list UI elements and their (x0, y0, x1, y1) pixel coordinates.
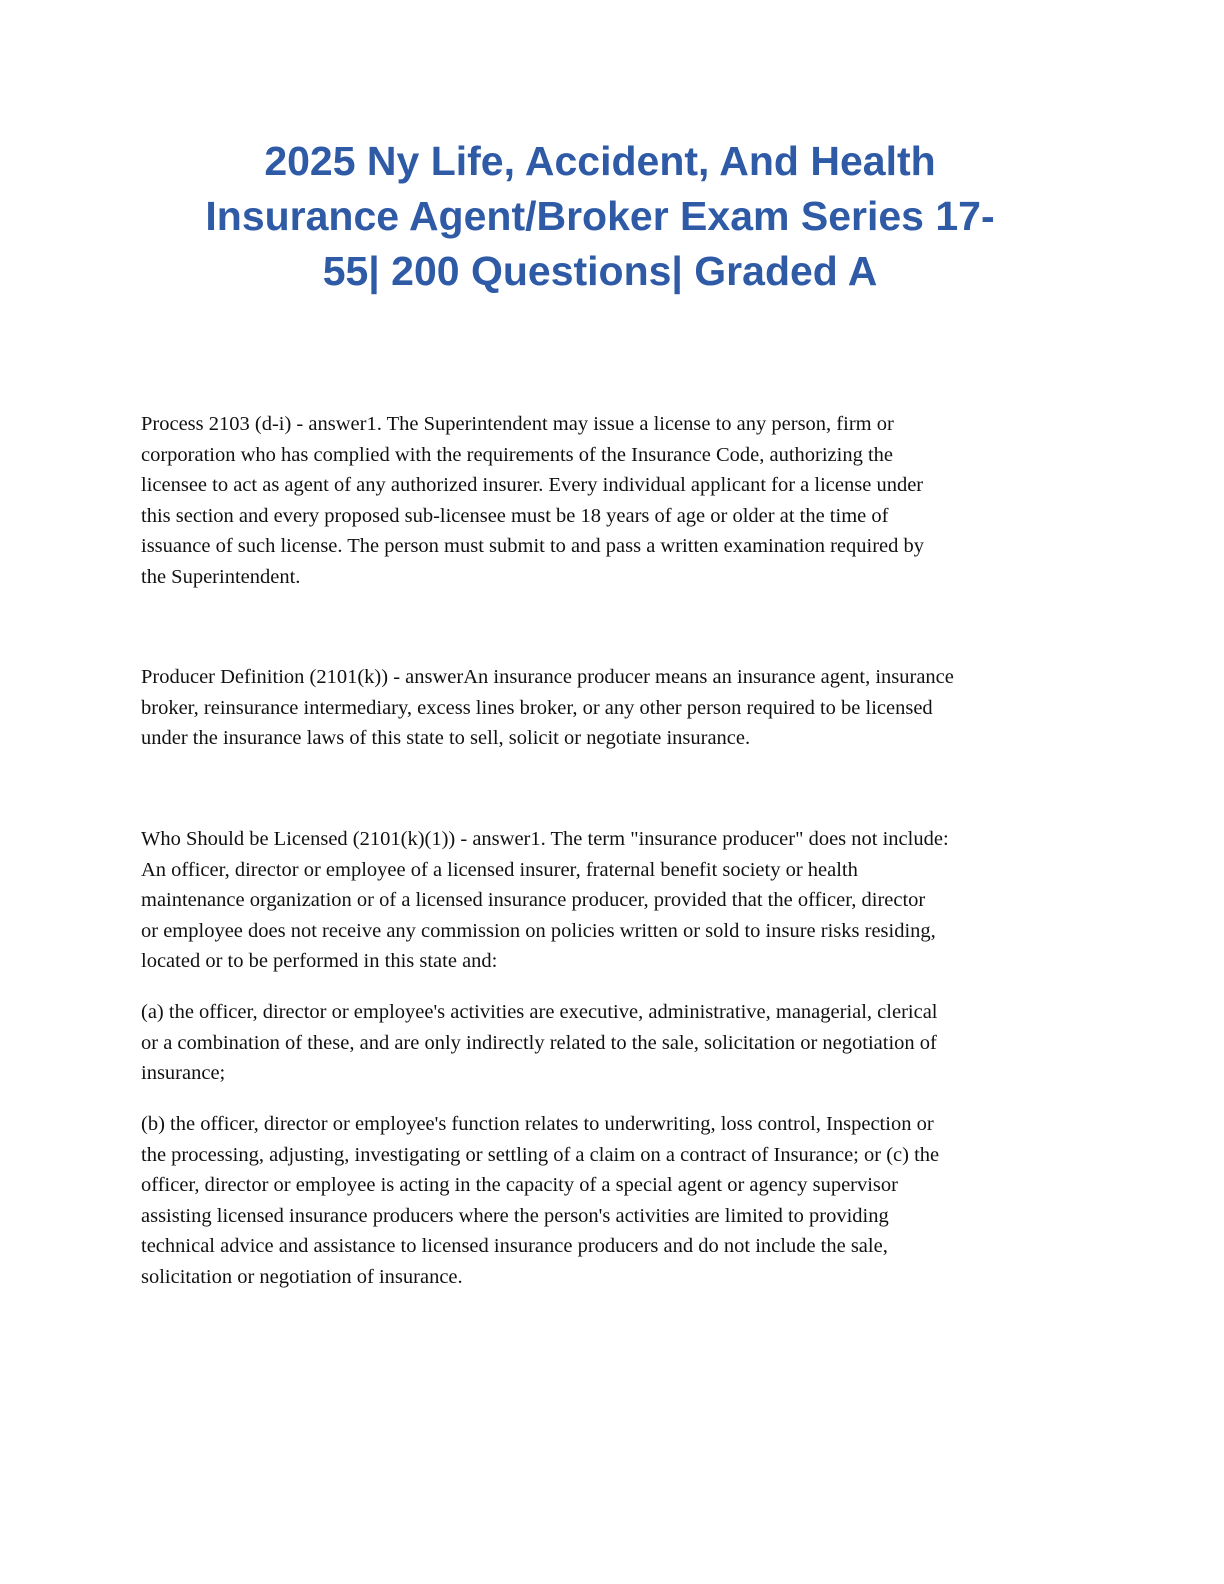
text-line: this section and every proposed sub-licensee must be 18 years of age or older at the time of (141, 504, 889, 527)
entry-producer-definition (141, 662, 1076, 754)
text-line: corporation who has complied with the requirements of the Insurance Code, authorizing the (141, 443, 894, 466)
text-line: technical advice and assistance to licensed insurance producers and do not include the sale, (141, 1235, 888, 1258)
entry-who-should-be-licensed (141, 824, 1076, 977)
text-line: broker, reinsurance intermediary, excess lines broker, or any other person required to be licensed (141, 696, 933, 719)
text-line: the processing, adjusting, investigating or settling of a claim on a contract of Insurance; or (c) the (141, 1143, 940, 1166)
title-line: 2025 Ny Life, Accident, And Health (264, 138, 936, 184)
title-line: 55| 200 Questions| Graded A (322, 248, 878, 294)
text-line: the Superintendent. (141, 565, 301, 588)
text-line: solicitation or negotiation of insurance. (141, 1265, 463, 1288)
text-line: issuance of such license. The person must submit to and pass a written examination required by (141, 535, 924, 558)
text-line: or employee does not receive any commission on policies written or sold to insure risks residing, (141, 919, 936, 942)
text-line: (b) the officer, director or employee's function relates to underwriting, loss control, Inspection or (141, 1113, 934, 1135)
text-line: Producer Definition (2101(k)) - answerAn insurance producer means an insurance agent, insurance (141, 666, 954, 688)
text-line: insurance; (141, 1062, 226, 1085)
entry-process-2103 (141, 409, 1076, 593)
text-line: (a) the officer, director or employee's activities are executive, administrative, managerial, clerical (141, 1001, 938, 1023)
text-line: An officer, director or employee of a licensed insurer, fraternal benefit society or health (141, 858, 858, 881)
text-line: assisting licensed insurance producers where the person's activities are limited to providing (141, 1204, 889, 1227)
text-line: officer, director or employee is acting in the capacity of a special agent or agency supervisor (141, 1174, 898, 1197)
text-line: Who Should be Licensed (2101(k)(1)) - answer1. The term "insurance producer" does not include: (141, 828, 949, 850)
text-line: maintenance organization or of a licensed insurance producer, provided that the officer, director (141, 889, 926, 912)
title-line: Insurance Agent/Broker Exam Series 17- (205, 193, 995, 239)
document-title (140, 134, 1060, 299)
text-line: under the insurance laws of this state to sell, solicit or negotiate insurance. (141, 727, 751, 750)
text-line: Process 2103 (d-i) - answer1. The Superintendent may issue a license to any person, firm or (141, 413, 894, 435)
text-line: located or to be performed in this state and: (141, 950, 498, 973)
text-line: or a combination of these, and are only indirectly related to the sale, solicitation or negotiation of (141, 1031, 937, 1054)
text-line: licensee to act as agent of any authorized insurer. Every individual applicant for a license under (141, 474, 924, 497)
entry-clause-b (141, 1109, 1076, 1293)
entry-clause-a (141, 997, 1076, 1089)
